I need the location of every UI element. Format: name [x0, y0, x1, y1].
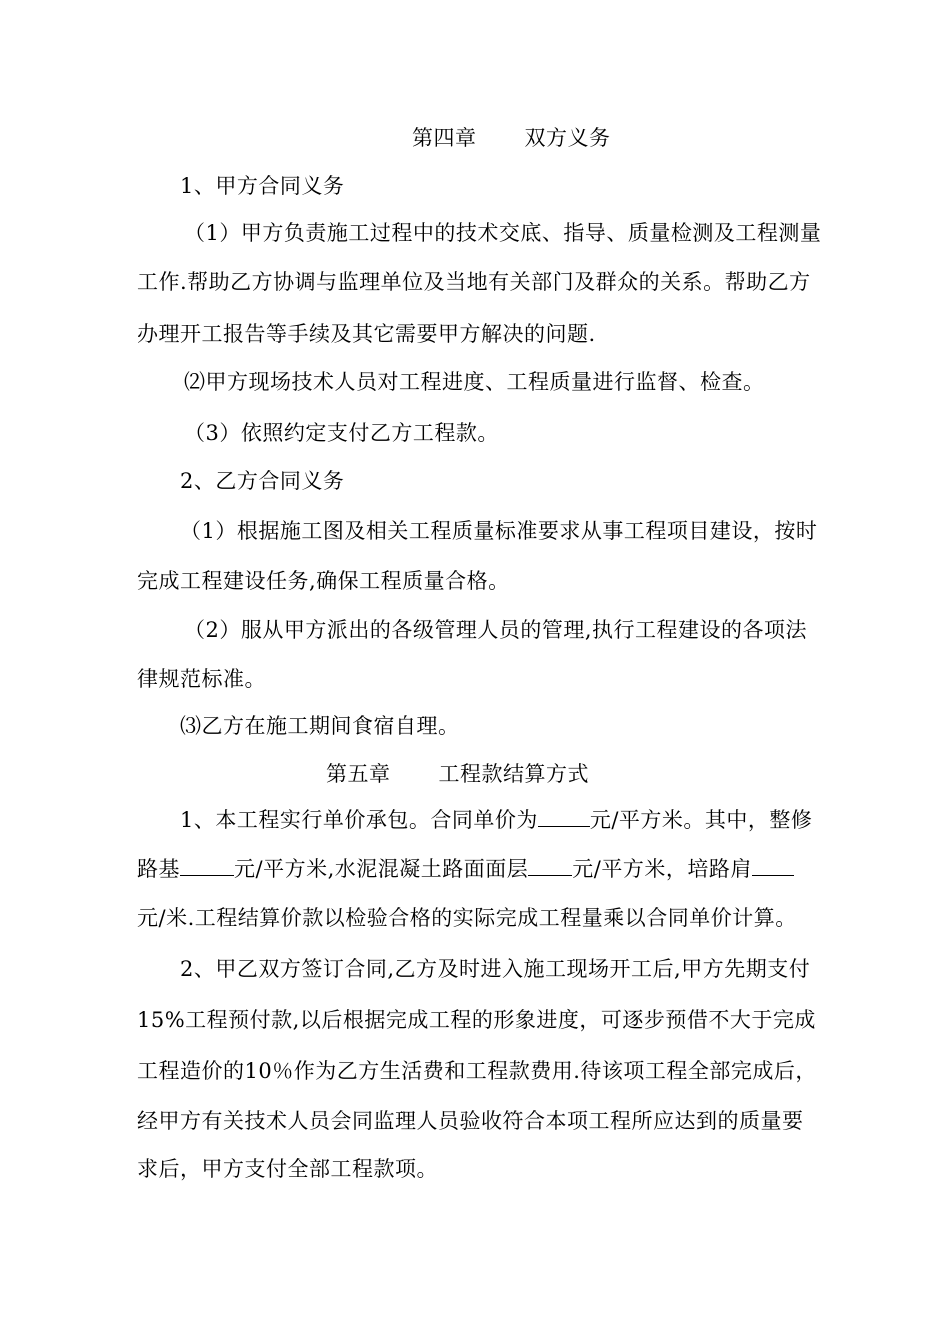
- paragraph-6: ⑶乙方在施工期间食宿自理。: [180, 714, 460, 738]
- shoulder-price-blank: [752, 855, 794, 876]
- paragraph-1-line-1: （1）甲方负责施工过程中的技术交底、指导、质量检测及工程测量: [184, 221, 822, 245]
- paragraph-2: ⑵甲方现场技术人员对工程进度、工程质量进行监督、检查。: [184, 370, 765, 394]
- paragraph-8-line-3: 工程造价的10％作为乙方生活费和工程款费用.待该项工程全部完成后，: [137, 1059, 817, 1083]
- paragraph-7-text-b: 元/平方米。其中，整修: [589, 808, 813, 832]
- paragraph-5-line-1: （2）服从甲方派出的各级管理人员的管理,执行工程建设的各项法: [184, 618, 808, 642]
- chapter-4-heading: [412, 124, 611, 152]
- chapter-5-title: 工程款结算方式: [438, 762, 589, 786]
- pavement-price-blank: [528, 855, 572, 876]
- paragraph-8-line-2: 15%工程预付款,以后根据完成工程的形象进度，可逐步预借不大于完成: [137, 1008, 816, 1032]
- paragraph-7-text-d: 元/平方米,水泥混凝土路面面层: [234, 857, 529, 881]
- paragraph-7-text-c: 路基: [137, 857, 180, 881]
- paragraph-7-text-e: 元/平方米，培路肩: [572, 857, 752, 881]
- paragraph-7-line-1: [180, 806, 886, 834]
- paragraph-4-line-2: 完成工程建设任务,确保工程质量合格。: [137, 569, 510, 593]
- paragraph-3: （3）依照约定支付乙方工程款。: [184, 421, 499, 445]
- paragraph-7-line-3: 元/米.工程结算价款以检验合格的实际完成工程量乘以合同单价计算。: [137, 906, 797, 930]
- paragraph-5-line-2: 律规范标准。: [137, 667, 266, 691]
- unit-price-blank: [538, 806, 590, 827]
- section-1-title: 1、甲方合同义务: [180, 174, 345, 198]
- paragraph-7-line-2: [137, 855, 843, 883]
- paragraph-4-line-1: （1）根据施工图及相关工程质量标准要求从事工程项目建设，按时: [180, 519, 818, 543]
- paragraph-1-line-3: 办理开工报告等手续及其它需要甲方解决的问题.: [137, 322, 596, 346]
- paragraph-8-line-1: 2、甲乙双方签订合同,乙方及时进入施工现场开工后,甲方先期支付: [180, 957, 811, 981]
- chapter-5-number: 第五章: [326, 762, 391, 786]
- paragraph-8-line-5: 求后，甲方支付全部工程款项。: [137, 1157, 438, 1181]
- section-2-title: 2、乙方合同义务: [180, 469, 345, 493]
- chapter-5-heading: [326, 760, 589, 788]
- chapter-4-number: 第四章: [412, 126, 477, 150]
- roadbed-price-blank: [180, 855, 234, 876]
- paragraph-8-line-4: 经甲方有关技术人员会同监理人员验收符合本项工程所应达到的质量要: [137, 1109, 804, 1133]
- paragraph-7-text-a: 1、本工程实行单价承包。合同单价为: [180, 808, 538, 832]
- chapter-4-title: 双方义务: [524, 126, 611, 150]
- paragraph-1-line-2: 工作.帮助乙方协调与监理单位及当地有关部门及群众的关系。帮助乙方: [137, 270, 811, 294]
